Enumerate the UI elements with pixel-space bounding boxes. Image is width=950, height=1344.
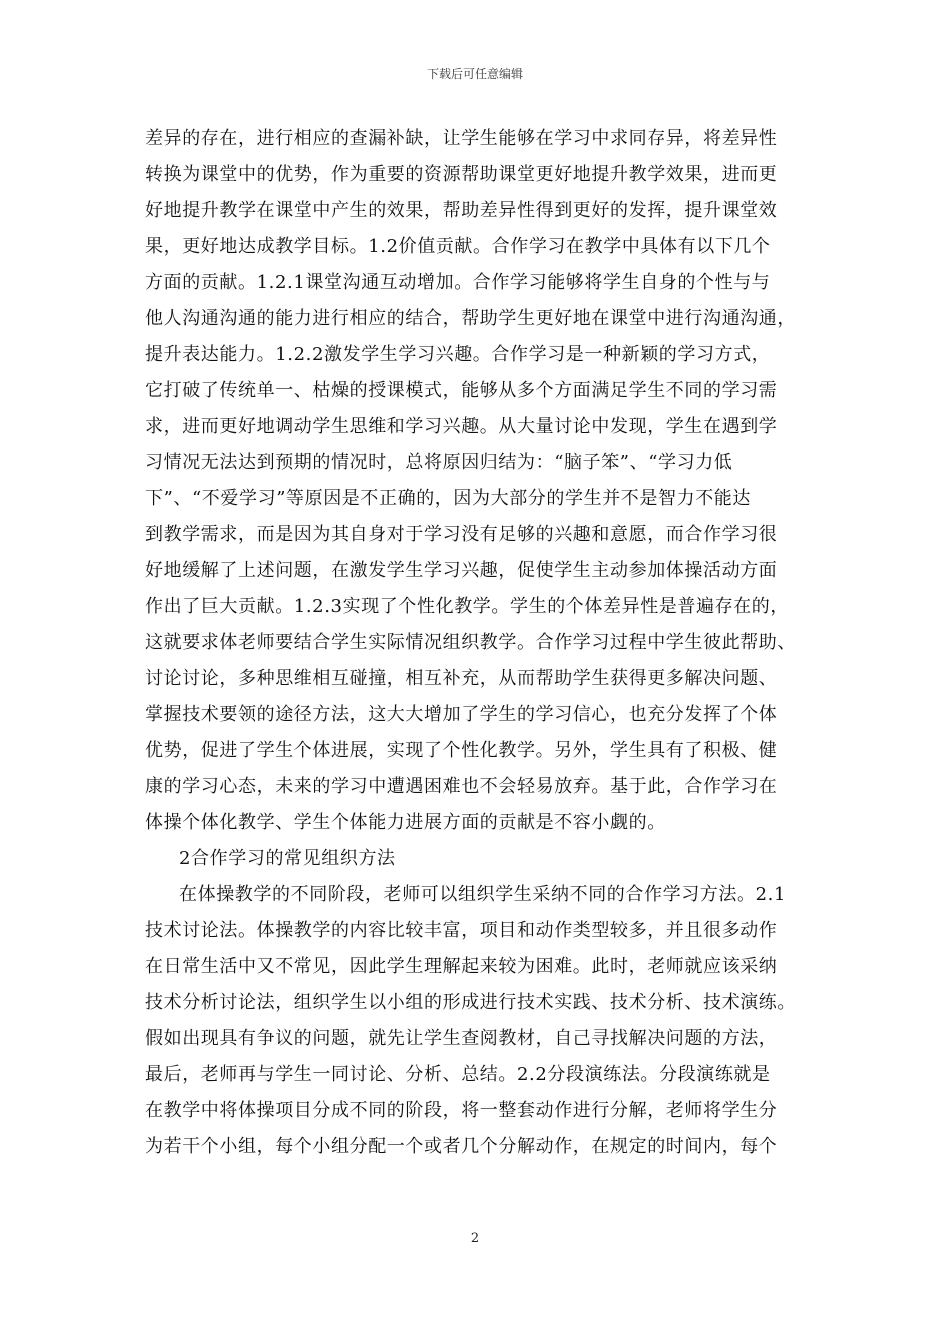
text-line: 提升表达能力。1.2.2激发学生学习兴趣。合作学习是一种新颖的学习方式，	[145, 344, 771, 365]
text-line: 转换为课堂中的优势，作为重要的资源帮助课堂更好地提升教学效果，进而更	[145, 164, 778, 185]
text-line: 好地缓解了上述问题，在激发学生学习兴趣，促使学生主动参加体操活动方面	[145, 560, 778, 581]
text-line: 这就要求体老师要结合学生实际情况组织教学。合作学习过程中学生彼此帮助、	[145, 632, 796, 653]
text-line: 假如出现具有争议的问题，就先让学生查阅教材，自己寻找解决问题的方法，	[145, 1028, 778, 1049]
text-line: 在体操教学的不同阶段，老师可以组织学生采纳不同的合作学习方法。2.1	[179, 884, 787, 905]
text-line: 技术分析讨论法，组织学生以小组的形成进行技术实践、技术分析、技术演练。	[145, 992, 796, 1013]
page-header: 下载后可任意编辑	[426, 67, 523, 81]
text-line: 最后，老师再与学生一同讨论、分析、总结。2.2分段演练法。分段演练就是	[145, 1064, 771, 1085]
text-line: 好地提升教学在课堂中产生的效果，帮助差异性得到更好的发挥，提升课堂效	[145, 200, 778, 221]
text-line: 习情况无法达到预期的情况时，总将原因归结为：“脑子笨”、“学习力低	[145, 452, 733, 473]
text-line: 讨论讨论，多种思维相互碰撞，相互补充，从而帮助学生获得更多解决问题、	[145, 668, 778, 689]
text-line: 方面的贡献。1.2.1课堂沟通互动增加。合作学习能够将学生自身的个性与与	[145, 272, 771, 293]
text-line: 它打破了传统单一、枯燥的授课模式，能够从多个方面满足学生不同的学习需	[145, 380, 778, 401]
text-line: 在日常生活中又不常见，因此学生理解起来较为困难。此时，老师就应该采纳	[145, 956, 778, 977]
text-line: 技术讨论法。体操教学的内容比较丰富，项目和动作类型较多，并且很多动作	[145, 920, 778, 941]
page-number: 2	[470, 1231, 480, 1246]
text-line: 下”、“不爱学习”等原因是不正确的，因为大部分的学生并不是智力不能达	[145, 488, 752, 509]
body-text	[145, 121, 825, 1165]
text-line: 果，更好地达成教学目标。1.2价值贡献。合作学习在教学中具体有以下几个	[145, 236, 771, 257]
text-line: 差异的存在，进行相应的查漏补缺，让学生能够在学习中求同存异，将差异性	[145, 128, 778, 149]
text-line: 2合作学习的常见组织方法	[179, 848, 396, 869]
text-line: 作出了巨大贡献。1.2.3实现了个性化教学。学生的个体差异性是普遍存在的，	[145, 596, 789, 617]
text-line: 为若干个小组，每个小组分配一个或者几个分解动作，在规定的时间内，每个	[145, 1136, 778, 1157]
text-line: 掌握技术要领的途径方法，这大大增加了学生的学习信心，也充分发挥了个体	[145, 704, 778, 725]
text-line: 在教学中将体操项目分成不同的阶段，将一整套动作进行分解，老师将学生分	[145, 1100, 778, 1121]
text-line: 优势，促进了学生个体进展，实现了个性化教学。另外，学生具有了积极、健	[145, 740, 778, 761]
text-line: 体操个体化教学、学生个体能力进展方面的贡献是不容小觑的。	[145, 812, 666, 833]
text-line: 康的学习心态，未来的学习中遭遇困难也不会轻易放弃。基于此，合作学习在	[145, 776, 778, 797]
text-line: 他人沟通沟通的能力进行相应的结合，帮助学生更好地在课堂中进行沟通沟通，	[145, 308, 796, 329]
text-line: 到教学需求，而是因为其自身对于学习没有足够的兴趣和意愿，而合作学习很	[145, 524, 778, 545]
text-line: 求，进而更好地调动学生思维和学习兴趣。从大量讨论中发现，学生在遇到学	[145, 416, 778, 437]
